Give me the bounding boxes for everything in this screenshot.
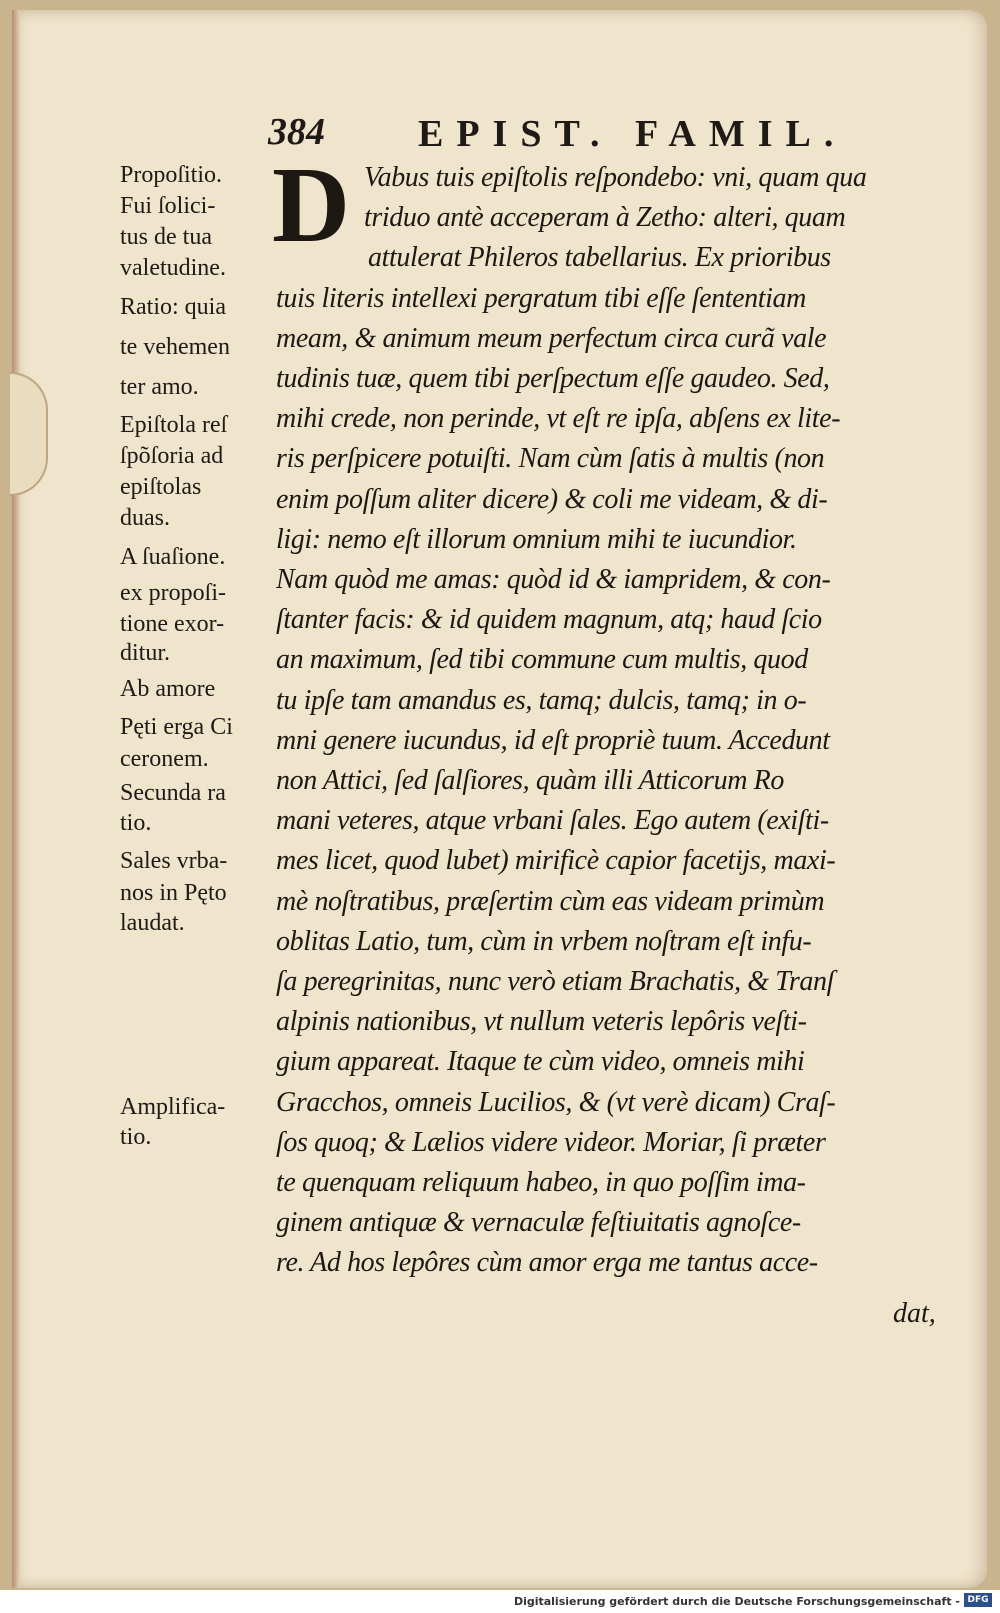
margin-note: Fui ſolici-	[120, 193, 216, 219]
margin-note: tio.	[120, 1124, 152, 1150]
margin-note: ter amo.	[120, 374, 199, 400]
margin-note: te vehemen	[120, 334, 230, 360]
page-edge	[12, 10, 20, 1588]
margin-note: Epiſtola reſ	[120, 412, 228, 438]
margin-note: epiſtolas	[120, 474, 202, 500]
text-line: mè noſtratibus, præſertim cùm eas videam primùm	[276, 886, 825, 917]
text-line: mni genere iucundus, id eſt propriè tuum. Accedunt	[276, 725, 830, 756]
page-number: 384	[268, 111, 325, 153]
margin-note: ceronem.	[120, 746, 209, 772]
catchword: dat,	[893, 1298, 936, 1329]
margin-note: Pęti erga Ci	[120, 714, 233, 740]
footer-credit: Digitalisierung gefördert durch die Deutsche Forschungsgemeinschaft -	[513, 1595, 960, 1608]
text-line: ſa peregrinitas, nunc verò etiam Brachatis, & Tranſ	[276, 966, 834, 997]
text-line: an maximum, ſed tibi commune cum multis, quod	[276, 644, 808, 675]
text-line: mihi crede, non perinde, vt eſt re ipſa, abſens ex lite-	[276, 403, 841, 434]
text-line: tu ipſe tam amandus es, tamq; dulcis, tamq; in o-	[276, 685, 807, 716]
dfg-logo-icon: DFG	[964, 1593, 992, 1607]
letter-text	[272, 146, 962, 1360]
text-line: Nam quòd me amas: quòd id & iampridem, & con-	[276, 564, 831, 595]
margin-note: tus de tua	[120, 224, 212, 250]
text-line: non Attici, ſed ſalſiores, quàm illi Atticorum Ro	[276, 765, 784, 796]
text-line: enim poſſum aliter dicere) & coli me videam, & di-	[276, 484, 828, 515]
page-header	[268, 110, 988, 160]
text-line: ſos quoq; & Lælios videre videor. Moriar, ſi præter	[276, 1127, 826, 1158]
text-line: ſtanter facis: & id quidem magnum, atq; haud ſcio	[276, 604, 822, 635]
margin-note: Ratio: quia	[120, 294, 226, 320]
margin-note: Ab amore	[120, 676, 216, 702]
text-line: ris perſpicere potuiſti. Nam cùm ſatis à multis (non	[276, 443, 825, 474]
margin-note: tione exor-	[120, 611, 225, 637]
running-title: EPIST. FAMIL.	[418, 113, 847, 155]
text-line: ligi: nemo eſt illorum omnium mihi te iucundior.	[276, 524, 797, 555]
margin-note: duas.	[120, 505, 170, 531]
margin-note: valetudine.	[120, 255, 226, 281]
margin-note: laudat.	[120, 910, 185, 936]
text-line: alpinis nationibus, vt nullum veteris lepôris veſti-	[276, 1006, 807, 1037]
margin-notes	[120, 160, 280, 1160]
margin-note: Amplifica-	[120, 1094, 226, 1120]
margin-note: Sales vrba-	[120, 848, 228, 874]
text-line: attulerat Phileros tabellarius. Ex prioribus	[368, 242, 831, 273]
text-line: meam, & animum meum perfectum circa curã vale	[276, 323, 827, 354]
text-line: Gracchos, omneis Lucilios, & (vt verè dicam) Craſ-	[276, 1087, 836, 1118]
margin-note: tio.	[120, 810, 152, 836]
margin-note: ex propoſi-	[120, 580, 226, 606]
text-line: re. Ad hos lepôres cùm amor erga me tantus acce-	[276, 1247, 818, 1278]
page-tab-mark	[10, 372, 48, 496]
text-line: tuis literis intellexi pergratum tibi eſſe ſententiam	[276, 283, 806, 314]
margin-note: A ſuaſione.	[120, 544, 226, 570]
text-line: ginem antiquæ & vernaculæ feſtiuitatis agnoſce-	[276, 1207, 801, 1238]
text-line: Vabus tuis epiſtolis reſpondebo: vni, quam qua	[364, 162, 867, 193]
text-line: gium appareat. Itaque te cùm video, omneis mihi	[276, 1046, 805, 1077]
text-line: tudinis tuæ, quem tibi perſpectum eſſe gaudeo. Sed,	[276, 363, 830, 394]
text-line: triduo antè acceperam à Zetho: alteri, quam	[364, 202, 846, 233]
margin-note: ditur.	[120, 640, 171, 666]
margin-note: Secunda ra	[120, 780, 226, 806]
text-line: te quenquam reliquum habeo, in quo poſſim ima-	[276, 1167, 806, 1198]
margin-note: nos in Pęto	[120, 880, 227, 906]
margin-note: Propoſitio.	[120, 162, 223, 188]
text-line: mes licet, quod lubet) mirificè capior facetijs, maxi-	[276, 845, 836, 876]
margin-note: ſpõſoria ad	[120, 443, 224, 469]
text-line: mani veteres, atque vrbani ſales. Ego autem (exiſti-	[276, 805, 829, 836]
drop-cap: D	[272, 146, 350, 265]
text-line: oblitas Latio, tum, cùm in vrbem noſtram eſt infu-	[276, 926, 812, 957]
